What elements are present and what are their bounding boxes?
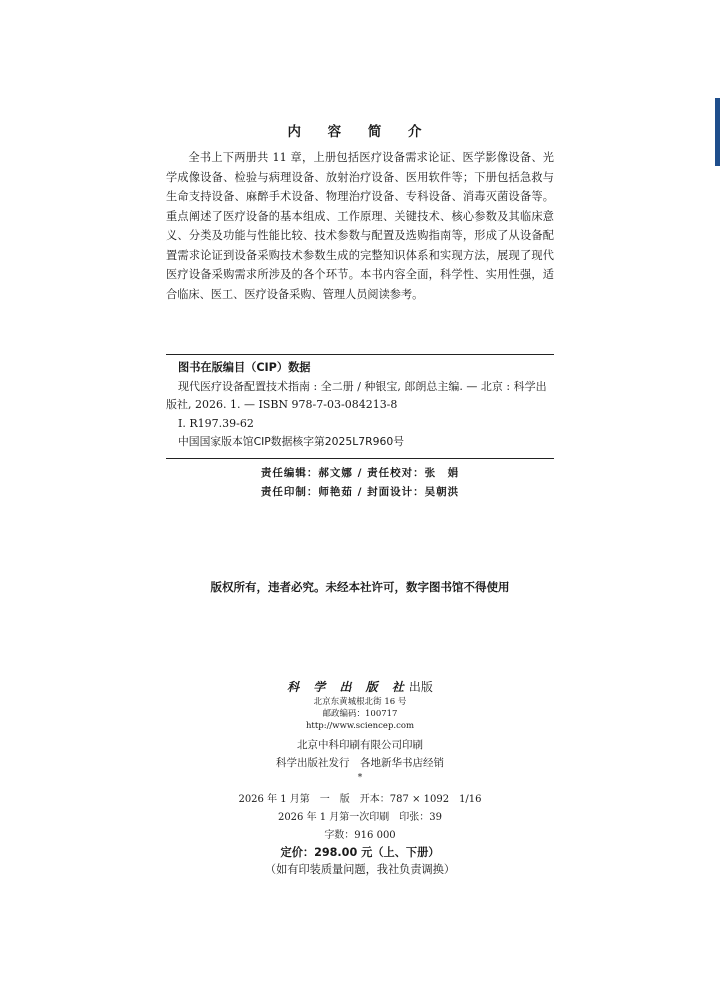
publisher-address: 北京东黄城根北街 16 号 xyxy=(313,697,407,707)
word-count: 字数：916 000 xyxy=(324,830,396,841)
edition-line: 2026 年 1 月第 一 版 开本：787 × 1092 1/16 xyxy=(238,794,482,805)
publisher-name-text: 科 学 出 版 社 xyxy=(287,680,409,694)
publisher-name xyxy=(0,678,720,695)
publisher-url: http://www.sciencep.com xyxy=(305,721,415,731)
publisher-suffix: 出版 xyxy=(408,680,433,694)
quality-note: （如有印装质量问题，我社负责调换） xyxy=(264,863,456,876)
staff-credits xyxy=(166,464,554,502)
content-summary: 全书上下两册共 11 章，上册包括医疗设备需求论证、医学影像设备、光学成像设备、检验与病理设备、放射治疗设备、医用软件等；下册包括急救与生命支持设备、麻醉手术设备、物理治疗设备、专科设备、消毒灭菌设备等。重点阐述了医疗设备的基本组成、工作原理、关键技术、核心参数及其临床意义、分类及功能与性能比较、技术参数与配置及选购指南等，形成了从设备配置需求论证到设备采购技术参数生成的完整知识体系和实现方法，展现了现代医疗设备采购需求所涉及的各个环节。本书内容全面，科学性、实用性强，适合临床、医工、医疗设备采购、管理人员阅读参考。 xyxy=(166,151,554,301)
publisher-postcode: 邮政编码：100717 xyxy=(322,709,398,719)
edge-tab-marker xyxy=(715,98,720,166)
staff-print-line: 责任印制：师艳茹 / 封面设计：吴朝洪 xyxy=(260,486,460,498)
separator-star: * xyxy=(357,773,363,783)
cip-data-block xyxy=(166,354,554,459)
price-line: 定价：298.00 元（上、下册） xyxy=(280,846,440,859)
cip-number: 中国国家版本馆CIP数据核字第2025L7R960号 xyxy=(178,435,405,449)
distribution-line: 科学出版社发行 各地新华书店经销 xyxy=(276,757,444,769)
cip-classification: Ⅰ. R197.39-62 xyxy=(178,416,254,430)
page-title: 内 容 简 介 xyxy=(287,124,433,140)
copyright-notice: 版权所有，违者必究。未经本社许可，数字图书馆不得使用 xyxy=(210,580,510,594)
cip-heading: 图书在版编目（CIP）数据 xyxy=(178,361,311,374)
printing-line: 2026 年 1 月第一次印刷 印张：39 xyxy=(277,812,443,823)
printer-line: 北京中科印刷有限公司印刷 xyxy=(297,739,423,751)
staff-editor-line: 责任编辑：郝文娜 / 责任校对：张 娟 xyxy=(260,467,460,479)
cip-record: 现代医疗设备配置技术指南 : 全二册 / 种银宝, 郎朗总主编. — 北京 : 科学出版社, 2026. 1. — ISBN 978-7-03-084213-8 xyxy=(166,379,547,412)
